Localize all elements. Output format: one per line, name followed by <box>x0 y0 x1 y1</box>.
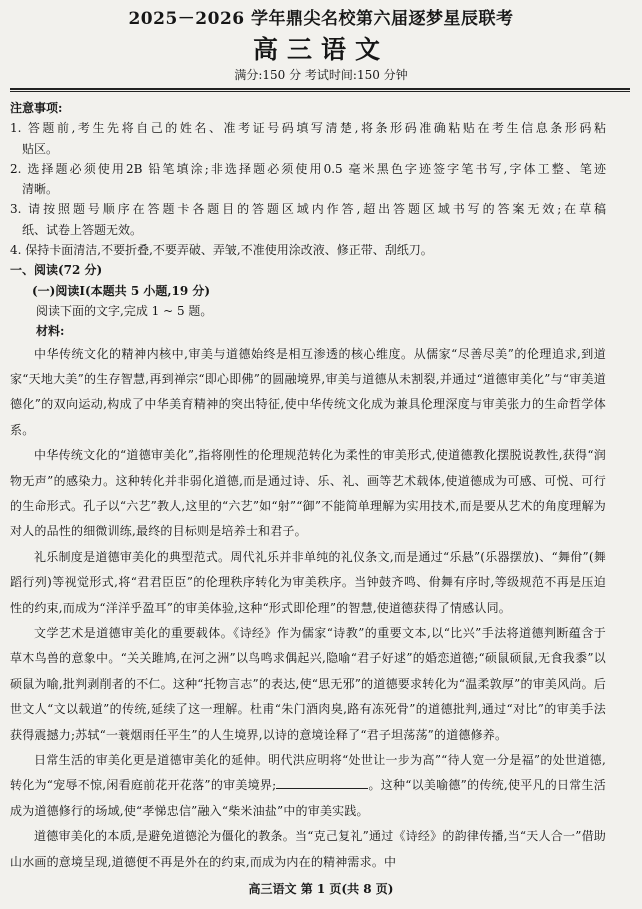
paragraph: 礼乐制度是道德审美化的典型范式。周代礼乐并非单纯的礼仪条文,而是通过“乐悬”(乐器摆放)、“舞佾”(舞蹈行列)等视觉形式,将“君君臣臣”的伦理秩序转化为审美秩序。当钟鼓齐鸣、佾舞有序时,等级规范不再是压迫性的约束,而成为“洋洋乎盈耳”的审美体验,这种“形式即伦理”的智慧,使道德获得了情感认同。 <box>10 549 606 615</box>
paragraph-text: “以美喻德”的传统,使平凡的日常生活成为道德修行的场域,使“孝悌忠信”融入“柴米油盐”中的审美实践。 <box>10 778 606 818</box>
paragraph-text: 日常生活的审美化更是道德审美化的延伸。明代洪应明将“处世让一步为高”“待人宽一分是福”的处世道德,转化为“宠辱不惊,闲看庭前花开花落”的审美境界; <box>10 753 606 793</box>
notice-item: 4. 保持卡面清洁,不要折叠,不要弄破、弄皱,不准使用涂改液、修正带、刮纸刀。 <box>10 243 433 258</box>
paragraph: 中华传统文化的“道德审美化”,指将刚性的伦理规范转化为柔性的审美形式,使道德教化摆脱说教性,获得“润物无声”的感染力。这种转化并非弱化道德,而是通过诗、乐、礼、画等艺术载体,使道德成为可感、可悦、可行的生命形式。孔子以“六艺”教人,这里的“六艺”如“射”“御”不能简单理解为实用技术,而是要从艺术的角度理解为对人的品性的细微训练,最终的目标则是培养士和君子。 <box>10 448 606 539</box>
score-info: 满分:150 分 考试时间:150 分钟 <box>234 68 408 82</box>
notice-heading: 注意事项: <box>10 101 63 115</box>
notice-item: 3. 请按照题号顺序在答题卡各题目的答题区域内作答,超出答题区域书写的答案无效;在草稿 <box>10 202 606 217</box>
answer-blank[interactable] <box>276 776 368 789</box>
sub-section-title: (一)阅读Ⅰ(本题共 5 小题,19 分) <box>32 283 211 298</box>
notice-item: 贴区。 <box>22 141 59 156</box>
page-footer: 高三语文 第 1 页(共 8 页) <box>248 882 394 896</box>
notice-item: 2. 选择题必须使用2B 铅笔填涂;非选择题必须使用0.5 毫米黑色字迹签字笔书写,字体工整、笔迹 <box>10 161 606 176</box>
notice-item: 清晰。 <box>22 182 59 197</box>
header-divider-thin <box>10 91 630 92</box>
notice-item: 1. 答题前,考生先将自己的姓名、准考证号码填写清楚,将条形码准确粘贴在考生信息条形码粘 <box>10 121 606 136</box>
paragraph-with-blank <box>10 748 606 824</box>
paragraph-tail: 。这种 <box>368 778 406 793</box>
instruction: 阅读下面的文字,完成 1 ~ 5 题。 <box>36 303 213 318</box>
subject-title: 高三语文 <box>252 35 389 64</box>
header-divider <box>10 88 630 90</box>
paragraph: 中华传统文化的精神内核中,审美与道德始终是相互渗透的核心维度。从儒家“尽善尽美”的伦理追求,到道家“天地大美”的生存智慧,再到禅宗“即心即佛”的圆融境界,审美与道德从未割裂,并通过“道德审美化”与“审美道德化”的双向运动,构成了中华美育精神的突出特征,使中华传统文化成为兼具伦理深度与审美张力的生命哲学体系。 <box>10 346 606 437</box>
exam-body <box>10 98 606 875</box>
paragraph: 文学艺术是道德审美化的重要载体。《诗经》作为儒家“诗教”的重要文本,以“比兴”手法将道德判断蕴含于草木鸟兽的意象中。“关关雎鸠,在河之洲”以鸟鸣求偶起兴,隐喻“君子好逑”的婚恋道德;“硕鼠硕鼠,无食我黍”以硕鼠为喻,批判剥削者的不仁。这种“托物言志”的表达,使“思无邪”的道德要求转化为“温柔敦厚”的审美风尚。后世文人“文以载道”的传统,延续了这一理解。杜甫“朱门酒肉臭,路有冻死骨”的道德批判,通过“对比”的审美手法获得震撼力;苏轼“一蓑烟雨任平生”的人生境界,以诗的意境诠释了“君子坦荡荡”的道德修养。 <box>10 626 606 742</box>
section-title: 一、阅读(72 分) <box>10 263 103 278</box>
exam-title: 2025－2026 学年鼎尖名校第六届逐梦星辰联考 <box>128 9 514 29</box>
notice-item: 纸、试卷上答题无效。 <box>22 222 143 237</box>
material-label: 材料: <box>36 324 65 339</box>
paragraph: 道德审美化的本质,是避免道德沦为僵化的教条。当“克己复礼”通过《诗经》的韵律传播,当“天人合一”借助山水画的意境呈现,道德便不再是外在的约束,而成为内在的精神需求。中 <box>10 829 607 869</box>
